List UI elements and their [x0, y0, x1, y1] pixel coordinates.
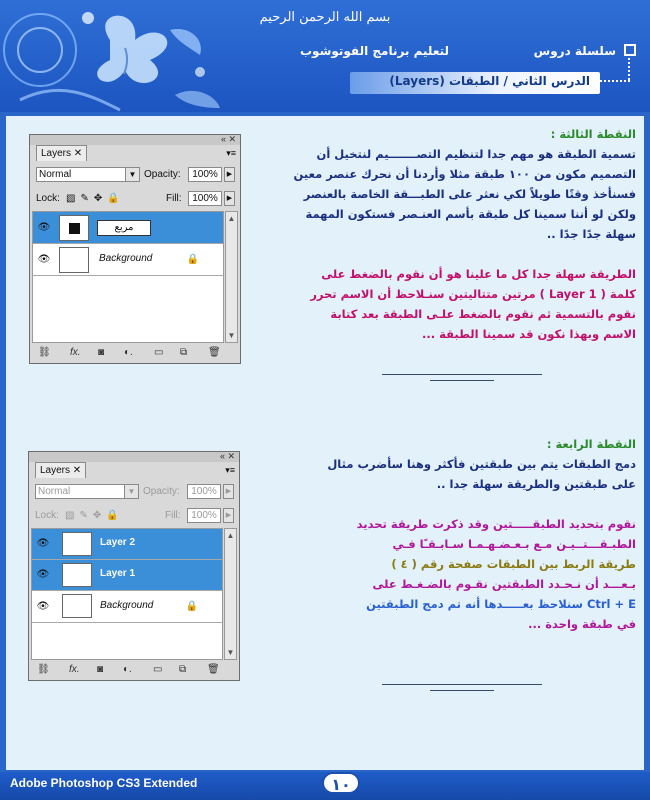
blend-row [32, 163, 238, 185]
layer-thumbnail [62, 594, 92, 618]
eye-icon[interactable]: 👁 [36, 569, 50, 580]
lock-row [32, 187, 238, 209]
divider [430, 380, 494, 381]
fill-slider-button[interactable]: ▶ [223, 508, 234, 523]
layer-row-background[interactable] [33, 244, 223, 276]
collapse-icon[interactable]: « [220, 134, 226, 144]
panel-bottom-bar [31, 662, 237, 680]
butterfly-flower-decoration [0, 0, 240, 112]
lock-icon: 🔒 [186, 253, 199, 265]
opacity-label: Opacity: [143, 486, 180, 497]
paragraph-line: الاسم وبهذا نكون قد سمينا الطبقة ... [422, 327, 636, 341]
paragraph-line: في طبقة واحدة ... [528, 617, 636, 631]
eye-icon[interactable]: 👁 [37, 221, 51, 233]
fill-input[interactable]: 100% [188, 191, 222, 206]
paragraph-line: نقوم بتحديد الطبقـــــتين وقد ذكرت طريقة تحديد [356, 517, 636, 531]
paragraph-line: الطريقة سهلة جدا كل ما علينا هو أن نقوم بالضغط على [321, 267, 636, 281]
paragraph-line: فسنأخذ وقتًا طويلاً لكي نعثر على الطبـــقة الخاصة بالعنصر [303, 187, 636, 201]
divider [382, 374, 542, 375]
tab-label: Layers [41, 148, 72, 159]
footer-app-name: Adobe Photoshop CS3 Extended [10, 776, 198, 790]
paragraph-line: Ctrl + E سنلاحظ بعـــــدها أنه تم دمج الطبقتين [366, 597, 636, 611]
panel-menu-icon[interactable]: ▾≡ [226, 148, 236, 158]
divider [382, 684, 542, 685]
paragraph-line: دمج الطبقات يتم بين طبقتين فأكثر وهنا سأضرب مثال [327, 457, 636, 471]
layers-panel-bottom [28, 451, 240, 681]
tab-label: Layers [40, 465, 71, 476]
section-4-heading: النقطة الرابعة : [546, 437, 636, 451]
new-layer-icon[interactable]: ⧉ [179, 664, 187, 675]
layer-name-edit[interactable] [97, 220, 151, 236]
mask-icon[interactable]: ◙ [97, 664, 104, 675]
adjustment-icon[interactable]: ◐. [123, 664, 132, 675]
blend-mode-value: Normal [39, 169, 72, 180]
layer-name: Layer 2 [100, 537, 136, 548]
layer-thumbnail [59, 215, 89, 241]
paragraph-line: على طبقتين والطريقة سهلة جدا .. [436, 477, 636, 491]
section-3 [262, 124, 636, 344]
paragraph-line: التصميم مكون من ١٠٠ طبقة مثلا وأردنا أن نحرك عنصر معين [293, 167, 636, 181]
blend-mode-value: Normal [38, 486, 71, 497]
panel-menu-icon[interactable]: ▾≡ [225, 465, 235, 475]
trash-icon[interactable]: 🗑 [208, 347, 221, 358]
series-bullet-icon [624, 44, 636, 56]
fill-input[interactable]: 100% [187, 508, 221, 523]
scroll-up-icon[interactable]: ▲ [226, 531, 235, 540]
blend-row [31, 480, 237, 502]
collapse-icon[interactable]: « [219, 451, 225, 461]
blend-mode-select[interactable] [36, 167, 140, 182]
paragraph-line: سهلة جدًا جدًا .. [546, 227, 636, 241]
divider [430, 690, 494, 691]
lock-row [31, 504, 237, 526]
layers-list [31, 528, 223, 660]
panel-titlebar [29, 452, 239, 462]
fill-label: Fill: [166, 193, 182, 204]
lock-label: Lock: [35, 510, 59, 521]
layer-thumbnail [59, 247, 89, 273]
layer-thumbnail [62, 532, 92, 556]
tab-layers[interactable]: Layers ✕ [35, 462, 86, 478]
layer-row[interactable] [33, 212, 223, 244]
link-layers-icon[interactable]: ⛓ [37, 664, 50, 675]
layer-row-layer-1[interactable] [32, 560, 222, 591]
adjustment-icon[interactable]: ◐. [124, 347, 133, 358]
mask-icon[interactable]: ◙ [98, 347, 105, 358]
layer-row-background[interactable] [32, 591, 222, 623]
page-number: ١٠ [322, 772, 360, 794]
section-4 [262, 434, 636, 634]
section-3-heading: النقطة الثالثة : [550, 127, 636, 141]
fill-slider-button[interactable]: ▶ [224, 191, 235, 206]
opacity-input[interactable]: 100% [187, 484, 221, 499]
trash-icon[interactable]: 🗑 [207, 664, 220, 675]
basmala: بسم الله الرحمن الرحيم [259, 10, 391, 25]
layer-name: Background [100, 599, 154, 611]
layer-name: Layer 1 [100, 568, 136, 579]
layers-scrollbar[interactable] [225, 211, 238, 343]
layer-name: مربع [114, 222, 134, 233]
paragraph-line: تسمية الطبقة هو مهم جدا لتنظيم التصـــــــيم لنتخيل أن [316, 147, 636, 161]
eye-icon[interactable]: 👁 [36, 538, 50, 549]
paragraph-line: طريقة الربط بين الطبقات صفحة رقم ( ٤ ) [391, 557, 636, 571]
lock-icons[interactable]: ▧✎✥🔒 [66, 193, 125, 204]
fx-icon[interactable]: fx. [69, 664, 80, 675]
folder-icon[interactable]: ▭ [154, 347, 164, 358]
chevron-down-icon: ▼ [125, 168, 139, 181]
layer-name: Background [99, 252, 153, 264]
lock-icons[interactable]: ▧✎✥🔒 [65, 510, 124, 521]
eye-icon[interactable]: 👁 [36, 600, 50, 612]
lock-icon: 🔒 [185, 600, 198, 612]
opacity-slider-button[interactable]: ▶ [224, 167, 235, 182]
layers-scrollbar[interactable] [224, 528, 237, 660]
lock-label: Lock: [36, 193, 60, 204]
panel-bottom-bar [32, 345, 238, 363]
link-layers-icon[interactable]: ⛓ [38, 347, 51, 358]
layer-thumbnail [62, 563, 92, 587]
layer-row-layer-2[interactable] [32, 529, 222, 560]
new-layer-icon[interactable]: ⧉ [180, 347, 188, 358]
dotted-connector-h [600, 80, 630, 82]
scroll-up-icon[interactable]: ▲ [227, 214, 236, 223]
scroll-down-icon[interactable]: ▼ [227, 331, 236, 340]
close-icon[interactable]: ✕ [228, 134, 236, 144]
layers-list [32, 211, 224, 343]
paragraph-line: كلمة ( Layer 1 ) مرتين متتاليتين سنـلاحظ أن الاسم تحرر [310, 287, 636, 301]
chevron-down-icon: ▼ [124, 485, 138, 498]
paragraph-line: نقوم بالتسمية ثم نقوم بالضغط علـى الطبقة بعد كتابة [330, 307, 636, 321]
blend-mode-select[interactable] [35, 484, 139, 499]
paragraph-line: ولكن لو أننا سمينا كل طبقة بأسم العنـصر فستكون المهمة [305, 207, 636, 221]
opacity-label: Opacity: [144, 169, 181, 180]
paragraph-line: الطبـقـــتــيـن مـع بـعـضـهـمـا سـابـقـًا فـي [392, 537, 636, 551]
folder-icon[interactable]: ▭ [153, 664, 163, 675]
fx-icon[interactable]: fx. [70, 347, 81, 358]
dotted-connector [628, 58, 630, 80]
series-title: لتعليم برنامج الفوتوشوب [300, 44, 449, 58]
scroll-down-icon[interactable]: ▼ [226, 648, 235, 657]
panel-titlebar [30, 135, 240, 145]
eye-icon[interactable]: 👁 [37, 253, 51, 265]
opacity-slider-button[interactable]: ▶ [223, 484, 234, 499]
header-banner [0, 0, 650, 112]
lesson-title: الدرس الثاني / الطبقات (Layers) [389, 74, 590, 88]
opacity-input[interactable]: 100% [188, 167, 222, 182]
layers-panel-top [29, 134, 241, 364]
tab-layers[interactable]: Layers ✕ [36, 145, 87, 161]
paragraph-line: بـعـــد أن نـحـدد الطبقتين نقـوم بالضـغـط على [372, 577, 636, 591]
fill-label: Fill: [165, 510, 181, 521]
close-icon[interactable]: ✕ [227, 451, 235, 461]
series-label: سلسلة دروس [533, 44, 616, 58]
